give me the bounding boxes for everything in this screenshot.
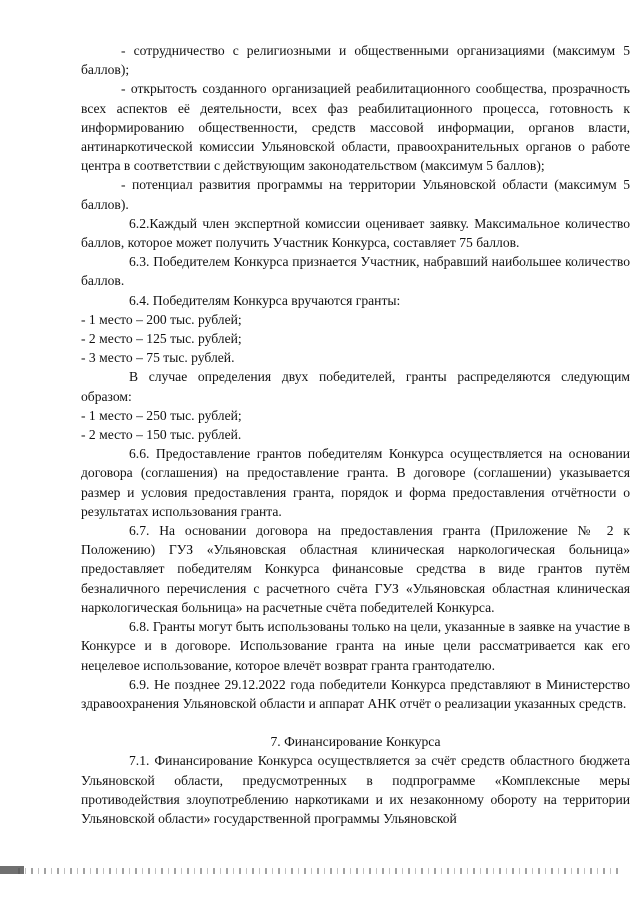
grant-place-1: - 1 место – 200 тыс. рублей; bbox=[81, 311, 242, 327]
document-body bbox=[81, 41, 630, 828]
paragraph-6-2: 6.2.Каждый член экспертной комиссии оценивает заявку. Максимальное количество баллов, которое может получить Участник Конкурса, составляет 75 баллов. bbox=[81, 215, 630, 251]
criterion-openness: - открытость созданного организацией реабилитационного сообщества, прозрачность всех аспектов её деятельности, всех фаз реабилитационного процесса, готовность к информированию общественности, средств массовой информации, органов власти, антинаркотической комиссии Ульяновской области, правоохранительных органов о работе центра в соответствии с действующим законодательством (максимум 5 баллов); bbox=[81, 81, 630, 174]
criterion-potential: - потенциал развития программы на территории Ульяновской области (максимум 5 баллов). bbox=[81, 177, 630, 212]
two-winners-place-1: - 1 место – 250 тыс. рублей; bbox=[81, 407, 242, 423]
paragraph-two-winners: В случае определения двух победителей, гранты распределяются следующим образом: bbox=[81, 369, 630, 404]
paragraph-6-4: 6.4. Победителям Конкурса вручаются гранты: bbox=[129, 292, 401, 308]
paragraph-6-9: 6.9. Не позднее 29.12.2022 года победители Конкурса представляют в Министерство здравоохранения Ульяновской области и аппарат АНК отчёт о реализации указанных средств. bbox=[81, 676, 630, 711]
paragraph-6-7: 6.7. На основании договора на предоставления гранта (Приложение № 2 к Положению) ГУЗ «Ульяновская областная клиническая наркологическая больница» предоставляет победителям Конкурса финансовые средства в виде грантов путём безналичного перечисления с расчетного счёта ГУЗ «Ульяновская областная клиническая наркологическая больница» на расчетные счёта победителей Конкурса. bbox=[81, 523, 630, 615]
criterion-cooperation: - сотрудничество с религиозными и общественными организациями (максимум 5 баллов); bbox=[81, 43, 630, 78]
grant-place-3: - 3 место – 75 тыс. рублей. bbox=[81, 350, 235, 366]
section-heading: 7. Финансирование Конкурса bbox=[270, 734, 441, 750]
paragraph-6-3: 6.3. Победителем Конкурса признается Участник, набравший наибольшее количество баллов. bbox=[81, 254, 630, 289]
paragraph-7-1: 7.1. Финансирование Конкурса осуществляется за счёт средств областного бюджета Ульяновской области, предусмотренных в подпрограмме «Комплексные меры противодействия злоупотреблению наркотиками и их незаконному обороту на территории Ульяновской области» государственной программы Ульяновской bbox=[81, 753, 630, 826]
scan-artifact-bottom bbox=[18, 868, 618, 874]
two-winners-place-2: - 2 место – 150 тыс. рублей. bbox=[81, 427, 242, 443]
section-spacer bbox=[81, 713, 630, 732]
paragraph-6-6: 6.6. Предоставление грантов победителям Конкурса осуществляется на основании договора (соглашения) на предоставление гранта. В договоре (соглашении) указывается размер и условия предоставления гранта, порядок и форма предоставления отчётности о результатах использования гранта. bbox=[81, 446, 630, 519]
paragraph-6-8: 6.8. Гранты могут быть использованы только на цели, указанные в заявке на участие в Конкурсе и в договоре. Использование гранта на иные цели рассматривается как его нецелевое использование, которое влечёт возврат гранта грантодателю. bbox=[81, 619, 630, 673]
grant-place-2: - 2 место – 125 тыс. рублей; bbox=[81, 331, 242, 347]
